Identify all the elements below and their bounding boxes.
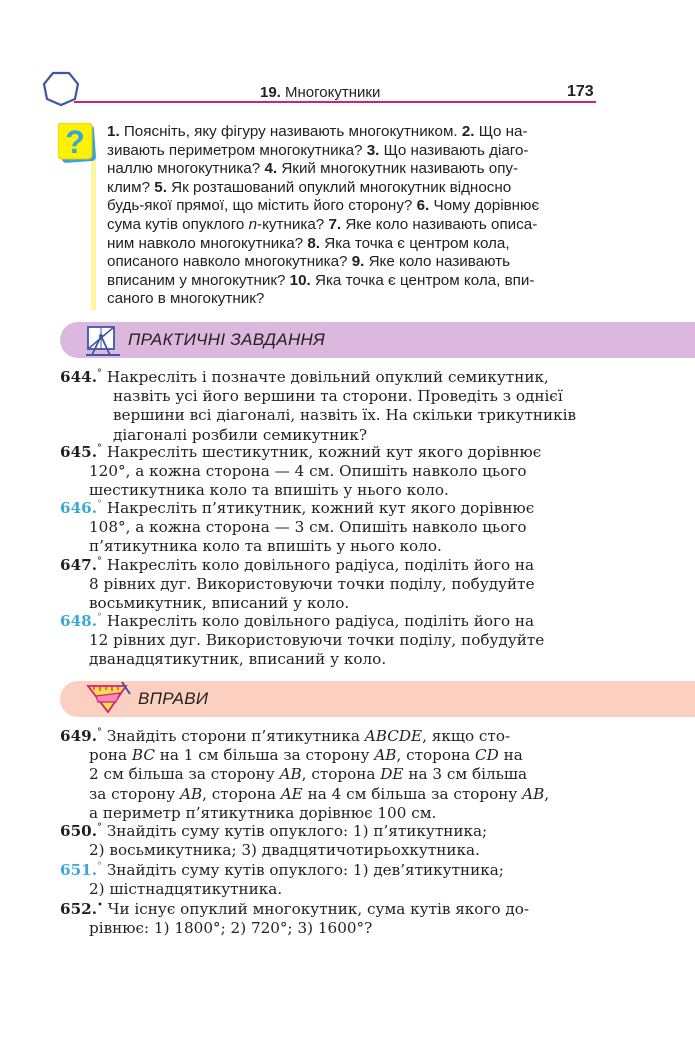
ruler-pencil-icon (86, 680, 132, 716)
drafting-tools-icon (84, 324, 124, 358)
exercise-line: діагоналі розбили семикутник? (113, 425, 368, 444)
exercise-line: шестикутника коло та впишіть у нього коло. (89, 481, 449, 500)
exercises-section-title: ВПРАВИ (138, 689, 209, 708)
section-number: 19. (260, 84, 281, 101)
exercise-644: 644.° Накресліть і позначте довільний опуклий семикутник, (60, 367, 549, 386)
exercise-646: 646.° Накресліть п’ятикутник, кожний кут якого дорівнює (60, 498, 535, 517)
question-line: вписаним у многокутник? 10. Яка точка є центром кола, впи- (107, 271, 535, 289)
question-line: ним навколо многокутника? 8. Яка точка є центром кола, (107, 234, 510, 252)
exercise-line: за сторону AB, сторона AE на 4 см більша за сторону AB, (89, 784, 550, 803)
question-line: будь-якої прямої, що містить його сторону? 6. Чому дорівнює (107, 197, 540, 215)
question-line: саного в многокутник? (107, 290, 265, 308)
questions-bar (91, 150, 96, 310)
exercise-line: дванадцятикутник, вписаний у коло. (89, 650, 387, 669)
exercise-line: 8 рівних дуг. Використовуючи точки поділу, побудуйте (89, 575, 535, 594)
practical-section-title: ПРАКТИЧНІ ЗАВДАННЯ (128, 330, 325, 349)
question-line: клим? 5. Як розташований опуклий многокутник відносно (107, 178, 512, 196)
exercise-line: восьмикутник, вписаний у коло. (89, 594, 350, 613)
exercise-line: а периметр п’ятикутника дорівнює 100 см. (89, 803, 437, 822)
exercise-651: 651.° Знайдіть суму кутів опуклого: 1) дев’ятикутника; (60, 860, 504, 879)
question-line: 1. Поясніть, яку фігуру називають многокутником. 2. Що на- (107, 123, 528, 140)
exercise-line: рівнює: 1) 1800°; 2) 720°; 3) 1600°? (89, 919, 373, 938)
page-number: 173 (567, 83, 594, 100)
exercise-line: вершини всі діагоналі, назвіть їх. На скільки трикутників (113, 406, 577, 425)
exercise-line: 2) шістнадцятикутника. (89, 880, 283, 899)
question-mark-icon (58, 123, 98, 165)
exercise-648: 648.° Накресліть коло довільного радіуса, поділіть його на (60, 611, 535, 630)
exercise-650: 650.° Знайдіть суму кутів опуклого: 1) п’ятикутника; (60, 821, 488, 840)
exercise-652: 652.• Чи існує опуклий многокутник, сума кутів якого до- (60, 899, 529, 918)
svg-text:?: ? (65, 124, 85, 160)
question-line: наллю многокутника? 4. Який многокутник називають опу- (107, 160, 519, 178)
exercise-line: 2) восьмикутника; 3) двадцятичотирьохкутника. (89, 841, 480, 860)
exercise-line: 108°, а кожна сторона — 3 см. Опишіть навколо цього (89, 518, 527, 537)
section-title: Многокутники (285, 84, 381, 101)
header-title (260, 84, 380, 101)
question-line: зивають периметром многокутника? 3. Що називають діаго- (107, 141, 529, 159)
exercise-line: назвіть усі його вершини та сторони. Проведіть з однієї (113, 387, 563, 406)
question-line: сума кутів опуклого n-кутника? 7. Яке коло називають описа- (107, 216, 538, 233)
exercise-line: 12 рівних дуг. Використовуючи точки поділу, побудуйте (89, 631, 545, 650)
exercise-line: 120°, а кожна сторона — 4 см. Опишіть навколо цього (89, 462, 527, 481)
exercise-649: 649.° Знайдіть сторони п’ятикутника ABCDE, якщо сто- (60, 726, 511, 745)
exercise-647: 647.° Накресліть коло довільного радіуса, поділіть його на (60, 555, 535, 574)
exercise-645: 645.° Накресліть шестикутник, кожний кут якого дорівнює (60, 442, 542, 461)
exercise-line: 2 см більша за сторону AB, сторона DE на 3 см більша (89, 765, 528, 784)
exercise-line: рона BC на 1 см більша за сторону AB, сторона CD на (89, 746, 523, 765)
question-line: описаного навколо многокутника? 9. Яке коло називають (107, 253, 511, 271)
exercise-line: п’ятикутника коло та впишіть у нього коло. (89, 537, 442, 556)
header-rule (74, 101, 596, 103)
